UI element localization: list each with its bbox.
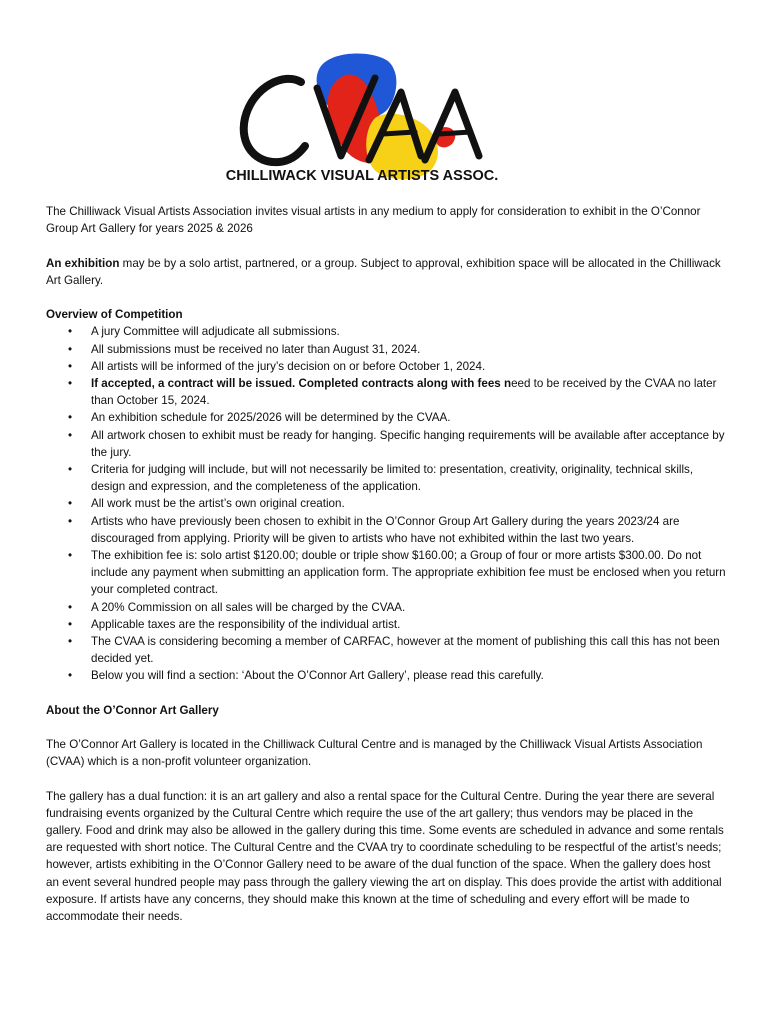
about-heading: About the O’Connor Art Gallery <box>46 703 219 717</box>
about-paragraph-1: The O’Connor Art Gallery is located in the Chilliwack Cultural Centre and is managed by the Chilliwack Visual Artists Association (CVAA) which is a non-profit volunteer organization. <box>46 738 703 769</box>
list-item: • Artists who have previously been chosen to exhibit in the O’Connor Group Art Gallery during the years 2023/24 are discouraged from applying. Priority will be given to artists who have not exhibited within the last two years. <box>46 513 726 547</box>
overview-list <box>46 323 726 684</box>
list-item-contract <box>46 375 726 409</box>
contract-bold-text: If accepted, a contract will be issued. Completed contracts along with fees n <box>91 377 512 390</box>
list-item: • Below you will find a section: ‘About the O’Connor Art Gallery’, please read this carefully. <box>46 667 726 684</box>
cvaa-logo <box>225 52 500 190</box>
list-item: • The CVAA is considering becoming a member of CARFAC, however at the moment of publishing this call this has not been decided yet. <box>46 633 726 667</box>
document-body <box>46 203 726 942</box>
exhibition-bold-lead: An exhibition <box>46 256 120 270</box>
cvaa-logo-graphic <box>225 52 500 190</box>
exhibition-paragraph <box>46 255 726 289</box>
list-item: • A 20% Commission on all sales will be charged by the CVAA. <box>46 599 726 616</box>
list-item: • A jury Committee will adjudicate all submissions. <box>46 323 726 340</box>
list-item: • An exhibition schedule for 2025/2026 will be determined by the CVAA. <box>46 409 726 426</box>
list-item: • Criteria for judging will include, but will not necessarily be limited to: presentation, creativity, originality, technical skills, design and expression, and the completeness of the application. <box>46 461 726 495</box>
list-item: • All artwork chosen to exhibit must be ready for hanging. Specific hanging requirements will be available after acceptance by the jury. <box>46 427 726 461</box>
overview-heading: Overview of Competition <box>46 308 183 322</box>
intro-paragraph: The Chilliwack Visual Artists Association invites visual artists in any medium to apply for consideration to exhibit in the O’Connor Group Art Gallery for years 2025 & 2026 <box>46 205 701 236</box>
logo-subtitle: CHILLIWACK VISUAL ARTISTS ASSOC. <box>225 168 499 184</box>
list-item: • The exhibition fee is: solo artist $120.00; double or triple show $160.00; a Group of four or more artists $300.00. Do not include any payment when submitting an application form. The appropriate exhibition fee must be enclosed when you return your completed contract. <box>46 547 726 599</box>
about-paragraph-2: The gallery has a dual function: it is an art gallery and also a rental space for the Cultural Centre. During the year there are several fundraising events organized by the Cultural Centre which require the use of the art gallery; thus vendors may be placed in the gallery. Food and drink may also be allowed in the gallery during this time. Some events are scheduled in advance and some rentals are requested with short notice. The Cultural Centre and the CVAA try to coordinate scheduling to be respectful of the artist’s needs; however, artists exhibiting in the O’Connor Gallery need to be aware of the dual function of the space. When the gallery does host an event several hundred people may pass through the gallery viewing the art on display. This does provide the artist with additional exposure. If artists have any concerns, they should make this known at the time of scheduling and every effort will be made to accommodate their needs. <box>46 789 724 924</box>
list-item: • All submissions must be received no later than August 31, 2024. <box>46 341 726 358</box>
exhibition-text: may be by a solo artist, partnered, or a group. Subject to approval, exhibition space will be allocated in the Chilliwack Art Gallery. <box>46 256 721 287</box>
list-item: • All work must be the artist’s own original creation. <box>46 495 726 512</box>
list-item: • Applicable taxes are the responsibility of the individual artist. <box>46 616 726 633</box>
contract-text: eed to be received by the CVAA no later than October 15, 2024. <box>91 377 717 408</box>
list-item: • All artists will be informed of the jury’s decision on or before October 1, 2024. <box>46 358 726 375</box>
